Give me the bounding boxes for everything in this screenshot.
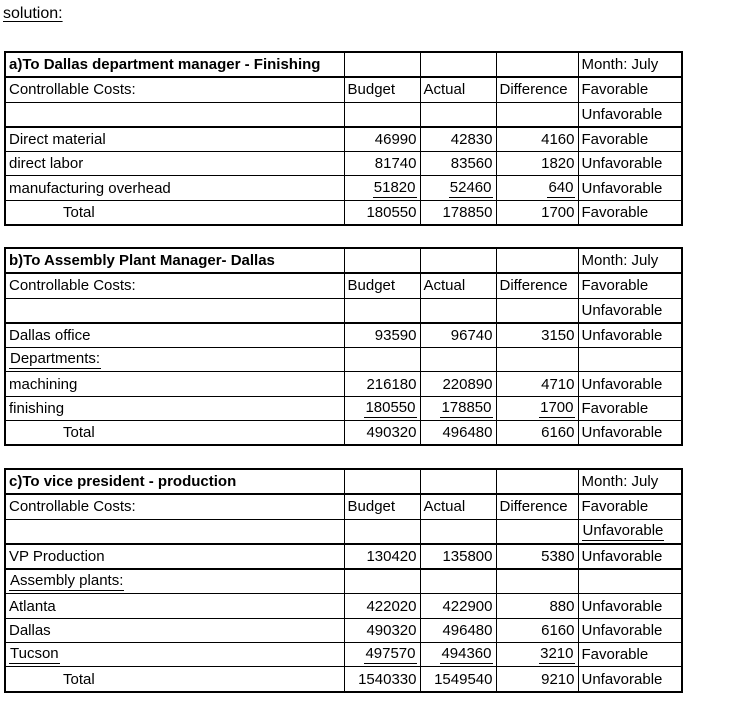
costs-header: Controllable Costs: (5, 273, 344, 298)
column-header-difference: Difference (496, 494, 578, 519)
row-label: manufacturing overhead (5, 176, 344, 200)
budget-value: 93590 (344, 323, 420, 348)
table-row (5, 102, 682, 127)
actual-value: 422900 (420, 594, 496, 618)
empty-cell (496, 248, 578, 273)
empty-cell (496, 469, 578, 494)
column-header-favorable: Favorable (578, 494, 682, 519)
section-label: Assembly plants: (5, 569, 344, 594)
budget-value: 130420 (344, 544, 420, 569)
row-label: finishing (5, 396, 344, 420)
table-row (5, 469, 682, 494)
column-header-budget: Budget (344, 77, 420, 102)
total-label: Total (5, 200, 344, 225)
report-table-assembly-plant (4, 247, 683, 446)
table-row (5, 396, 682, 420)
month-label: Month: July (578, 248, 682, 273)
table-row (5, 643, 682, 667)
report-table-finishing (4, 51, 683, 226)
total-label: Total (5, 667, 344, 692)
empty-cell (420, 102, 496, 127)
page-title: solution: (3, 5, 63, 22)
actual-total: 178850 (420, 200, 496, 225)
table-row (5, 298, 682, 323)
table-row (5, 494, 682, 519)
table-row (5, 77, 682, 102)
table-row (5, 273, 682, 298)
report-title: c)To vice president - production (5, 469, 344, 494)
row-label: Dallas office (5, 323, 344, 348)
actual-total: 496480 (420, 421, 496, 446)
budget-value: 422020 (344, 594, 420, 618)
actual-value: 178850 (420, 396, 496, 420)
table-row (5, 200, 682, 225)
empty-cell (496, 348, 578, 372)
empty-cell (5, 102, 344, 127)
status-value: Unfavorable (578, 176, 682, 200)
budget-total: 1540330 (344, 667, 420, 692)
actual-value: 52460 (420, 176, 496, 200)
status-value: Favorable (578, 396, 682, 420)
empty-cell (420, 52, 496, 77)
actual-value: 135800 (420, 544, 496, 569)
row-label: direct labor (5, 152, 344, 176)
actual-total: 1549540 (420, 667, 496, 692)
empty-cell (496, 569, 578, 594)
empty-cell (5, 298, 344, 323)
table-row (5, 152, 682, 176)
empty-cell (420, 469, 496, 494)
difference-total: 1700 (496, 200, 578, 225)
row-label: Direct material (5, 127, 344, 152)
column-header-unfavorable: Unfavorable (578, 102, 682, 127)
status-value: Favorable (578, 200, 682, 225)
column-header-actual: Actual (420, 77, 496, 102)
table-row (5, 52, 682, 77)
costs-header: Controllable Costs: (5, 494, 344, 519)
empty-cell (5, 519, 344, 544)
table-row (5, 544, 682, 569)
difference-total: 6160 (496, 421, 578, 446)
table-row (5, 569, 682, 594)
status-value: Unfavorable (578, 618, 682, 642)
table-row (5, 348, 682, 372)
table-row (5, 421, 682, 446)
budget-value: 180550 (344, 396, 420, 420)
difference-value: 5380 (496, 544, 578, 569)
difference-value: 640 (496, 176, 578, 200)
empty-cell (344, 348, 420, 372)
month-label: Month: July (578, 52, 682, 77)
status-value: Unfavorable (578, 372, 682, 396)
status-value: Unfavorable (578, 544, 682, 569)
costs-header: Controllable Costs: (5, 77, 344, 102)
table-row (5, 323, 682, 348)
difference-value: 1700 (496, 396, 578, 420)
table-row (5, 372, 682, 396)
column-header-actual: Actual (420, 273, 496, 298)
empty-cell (344, 298, 420, 323)
empty-cell (344, 519, 420, 544)
empty-cell (344, 469, 420, 494)
row-label: VP Production (5, 544, 344, 569)
empty-cell (344, 248, 420, 273)
status-value: Favorable (578, 643, 682, 667)
status-value: Unfavorable (578, 152, 682, 176)
total-label: Total (5, 421, 344, 446)
table-row (5, 618, 682, 642)
row-label: Atlanta (5, 594, 344, 618)
table-row (5, 667, 682, 692)
column-header-favorable: Favorable (578, 273, 682, 298)
row-label: Tucson (5, 643, 344, 667)
budget-value: 51820 (344, 176, 420, 200)
actual-value: 220890 (420, 372, 496, 396)
empty-cell (496, 52, 578, 77)
status-value: Unfavorable (578, 594, 682, 618)
actual-value: 96740 (420, 323, 496, 348)
table-row (5, 519, 682, 544)
difference-value: 1820 (496, 152, 578, 176)
empty-cell (420, 348, 496, 372)
table-row (5, 176, 682, 200)
budget-value: 490320 (344, 618, 420, 642)
empty-cell (344, 569, 420, 594)
status-value: Favorable (578, 127, 682, 152)
empty-cell (420, 569, 496, 594)
actual-value: 42830 (420, 127, 496, 152)
column-header-unfavorable: Unfavorable (578, 519, 682, 544)
budget-value: 46990 (344, 127, 420, 152)
actual-value: 83560 (420, 152, 496, 176)
row-label: Dallas (5, 618, 344, 642)
status-value: Unfavorable (578, 667, 682, 692)
actual-value: 496480 (420, 618, 496, 642)
difference-value: 4160 (496, 127, 578, 152)
table-row (5, 594, 682, 618)
empty-cell (420, 519, 496, 544)
budget-total: 180550 (344, 200, 420, 225)
empty-cell (420, 298, 496, 323)
status-value: Unfavorable (578, 421, 682, 446)
section-label: Departments: (5, 348, 344, 372)
column-header-difference: Difference (496, 77, 578, 102)
empty-cell (344, 102, 420, 127)
table-row (5, 248, 682, 273)
empty-cell (496, 102, 578, 127)
column-header-difference: Difference (496, 273, 578, 298)
difference-value: 6160 (496, 618, 578, 642)
difference-value: 880 (496, 594, 578, 618)
empty-cell (344, 52, 420, 77)
difference-value: 3150 (496, 323, 578, 348)
column-header-favorable: Favorable (578, 77, 682, 102)
empty-cell (578, 348, 682, 372)
actual-value: 494360 (420, 643, 496, 667)
empty-cell (496, 519, 578, 544)
difference-value: 3210 (496, 643, 578, 667)
difference-total: 9210 (496, 667, 578, 692)
column-header-actual: Actual (420, 494, 496, 519)
empty-cell (496, 298, 578, 323)
empty-cell (420, 248, 496, 273)
table-row (5, 127, 682, 152)
report-title: b)To Assembly Plant Manager- Dallas (5, 248, 344, 273)
empty-cell (578, 569, 682, 594)
budget-total: 490320 (344, 421, 420, 446)
report-title: a)To Dallas department manager - Finishing (5, 52, 344, 77)
status-value: Unfavorable (578, 323, 682, 348)
row-label: machining (5, 372, 344, 396)
budget-value: 216180 (344, 372, 420, 396)
report-table-vice-president (4, 468, 683, 693)
budget-value: 497570 (344, 643, 420, 667)
difference-value: 4710 (496, 372, 578, 396)
column-header-unfavorable: Unfavorable (578, 298, 682, 323)
column-header-budget: Budget (344, 494, 420, 519)
budget-value: 81740 (344, 152, 420, 176)
column-header-budget: Budget (344, 273, 420, 298)
month-label: Month: July (578, 469, 682, 494)
